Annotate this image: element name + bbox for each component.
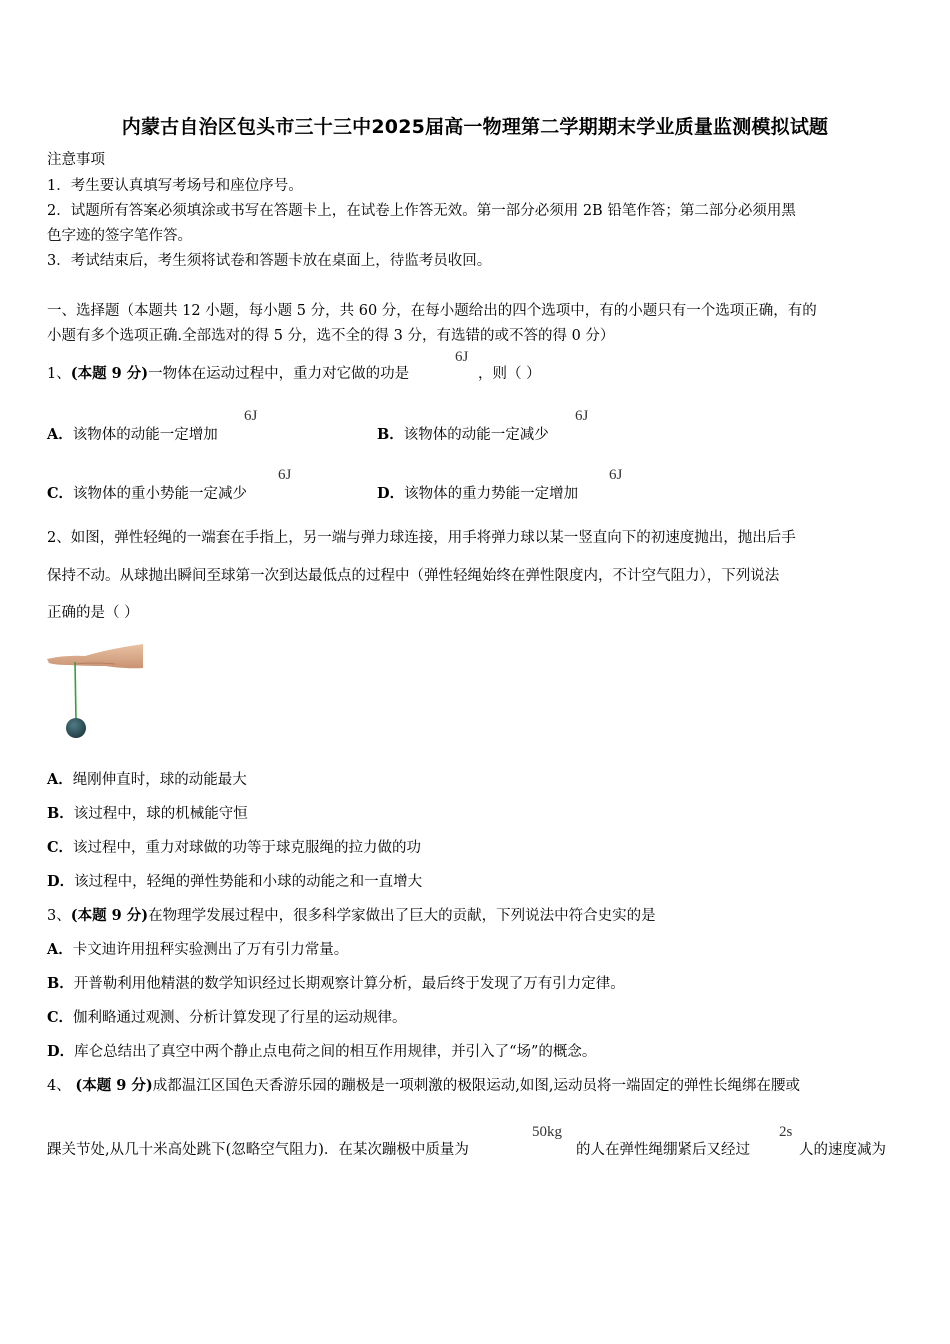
q1-option-b	[377, 423, 549, 444]
question-2-line-3: 正确的是（ ）	[47, 605, 139, 621]
question-4-mass: 50kg	[532, 1124, 562, 1140]
question-4-time: 2s	[779, 1124, 793, 1140]
notice-item-3: 3．考试结束后，考生须将试卷和答题卡放在桌面上，待监考员收回。	[47, 253, 492, 269]
q2-option-d-text: 该过程中，轻绳的弹性势能和小球的动能之和一直增大	[74, 874, 423, 890]
elastic-rope	[75, 662, 76, 720]
q3-option-d-label: D．	[47, 1043, 75, 1060]
q1-option-b-text: 该物体的动能一定减少	[403, 427, 549, 443]
q3-option-b-label: B．	[47, 975, 74, 992]
q1-option-a-label: A．	[47, 426, 73, 443]
question-4-line-2b: 的人在弹性绳绷紧后又经过	[576, 1142, 750, 1158]
q2-option-c	[47, 838, 421, 858]
q1-option-c	[47, 482, 247, 503]
q1-option-c-label: C．	[47, 485, 74, 502]
q3-option-c-label: C．	[47, 1009, 74, 1026]
hand-shape	[47, 644, 143, 668]
q2-option-d	[47, 872, 422, 892]
q2-option-c-text: 该过程中，重力对球做的功等于球克服绳的拉力做的功	[73, 840, 422, 856]
q2-option-a-label: A．	[47, 771, 73, 788]
question-3-score: (本题 9 分)	[70, 907, 149, 924]
notice-item-2: 2．试题所有答案必须填涂或书写在答题卡上，在试卷上作答无效。第一部分必须用 2B 铅笔作答；第二部分必须用黑	[47, 203, 796, 219]
question-1-score: (本题 9 分)	[70, 365, 149, 382]
q3-option-c	[47, 1008, 407, 1028]
q2-option-b-text: 该过程中，球的机械能守恒	[73, 806, 248, 822]
q1-option-c-text: 该物体的重小势能一定减少	[73, 486, 248, 502]
question-4-text: 成都温江区国色天香游乐园的蹦极是一项刺激的极限运动,如图,运动员将一端固定的弹性长绳绑在腰或	[152, 1078, 800, 1094]
question-4-score: (本题 9 分)	[75, 1077, 153, 1094]
question-3-number: 3、	[47, 908, 71, 924]
question-4-line-1	[47, 1076, 800, 1096]
q3-option-d	[47, 1042, 596, 1062]
question-1-text: 一物体在运动过程中，重力对它做的功是	[148, 366, 410, 382]
q3-option-b	[47, 974, 625, 994]
q1-option-c-value: 6J	[278, 467, 292, 483]
q2-option-c-label: C．	[47, 839, 74, 856]
page-title: 内蒙古自治区包头市三十三中2025届高一物理第二学期期末学业质量监测模拟试题	[121, 116, 829, 138]
q2-option-a-text: 绳刚伸直时，球的动能最大	[72, 772, 247, 788]
q2-option-a	[47, 770, 247, 790]
q2-option-b-label: B．	[47, 805, 74, 822]
q2-option-b	[47, 804, 248, 824]
question-2-line-2: 保持不动。从球抛出瞬间至球第一次到达最低点的过程中（弹性轻绳始终在弹性限度内，不计空气阻力），下列说法	[47, 568, 780, 584]
q3-option-a-text: 卡文迪许用扭秤实验测出了万有引力常量。	[72, 942, 349, 958]
q3-option-a-label: A．	[47, 941, 73, 958]
q1-option-a-value: 6J	[244, 408, 258, 424]
section-heading-line-1: 一、选择题（本题共 12 小题，每小题 5 分，共 60 分，在每小题给出的四个选项中，有的小题只有一个选项正确，有的	[47, 303, 817, 319]
question-1-tail: ，则（ ）	[478, 366, 541, 382]
notice-item-2-cont: 色字迹的签字笔作答。	[47, 228, 192, 244]
q1-option-b-value: 6J	[575, 408, 589, 424]
section-heading-line-2: 小题有多个选项正确.全部选对的得 5 分，选不全的得 3 分，有选错的或不答的得 0 分）	[47, 328, 615, 344]
q1-option-d-text: 该物体的重力势能一定增加	[404, 486, 579, 502]
ball-icon	[66, 718, 86, 738]
q3-option-b-text: 开普勒利用他精湛的数学知识经过长期观察计算分析，最后终于发现了万有引力定律。	[73, 976, 625, 992]
question-4-line-2a: 踝关节处,从几十米高处跳下(忽略空气阻力)．在某次蹦极中质量为	[47, 1142, 469, 1158]
question-3-text: 在物理学发展过程中，很多科学家做出了巨大的贡献，下列说法中符合史实的是	[148, 908, 656, 924]
q3-option-c-text: 伽利略通过观测、分析计算发现了行星的运动规律。	[73, 1010, 407, 1026]
question-3	[47, 906, 656, 926]
q3-option-a	[47, 940, 348, 960]
q1-option-d-value: 6J	[609, 467, 623, 483]
hand-ball-figure	[45, 642, 145, 744]
q1-option-b-label: B．	[377, 426, 404, 443]
question-4-number: 4、	[47, 1078, 71, 1094]
question-4-line-2c: 人的速度减为	[799, 1142, 886, 1158]
q2-option-d-label: D．	[47, 873, 75, 890]
q3-option-d-text: 库仑总结出了真空中两个静止点电荷之间的相互作用规律，并引入了“场”的概念。	[74, 1044, 597, 1060]
notice-item-1: 1．考生要认真填写考场号和座位序号。	[47, 178, 303, 194]
question-2-line-1: 2、如图，弹性轻绳的一端套在手指上，另一端与弹力球连接，用手将弹力球以某一竖直向下的初速度抛出，抛出后手	[47, 530, 796, 546]
notice-heading: 注意事项	[47, 152, 105, 168]
q1-option-a	[47, 423, 218, 444]
question-1-number: 1、	[47, 366, 71, 382]
question-1	[47, 364, 409, 384]
q1-option-d-label: D．	[377, 485, 405, 502]
q1-option-a-text: 该物体的动能一定增加	[72, 427, 218, 443]
question-1-value: 6J	[455, 349, 469, 365]
q1-option-d	[377, 482, 578, 503]
